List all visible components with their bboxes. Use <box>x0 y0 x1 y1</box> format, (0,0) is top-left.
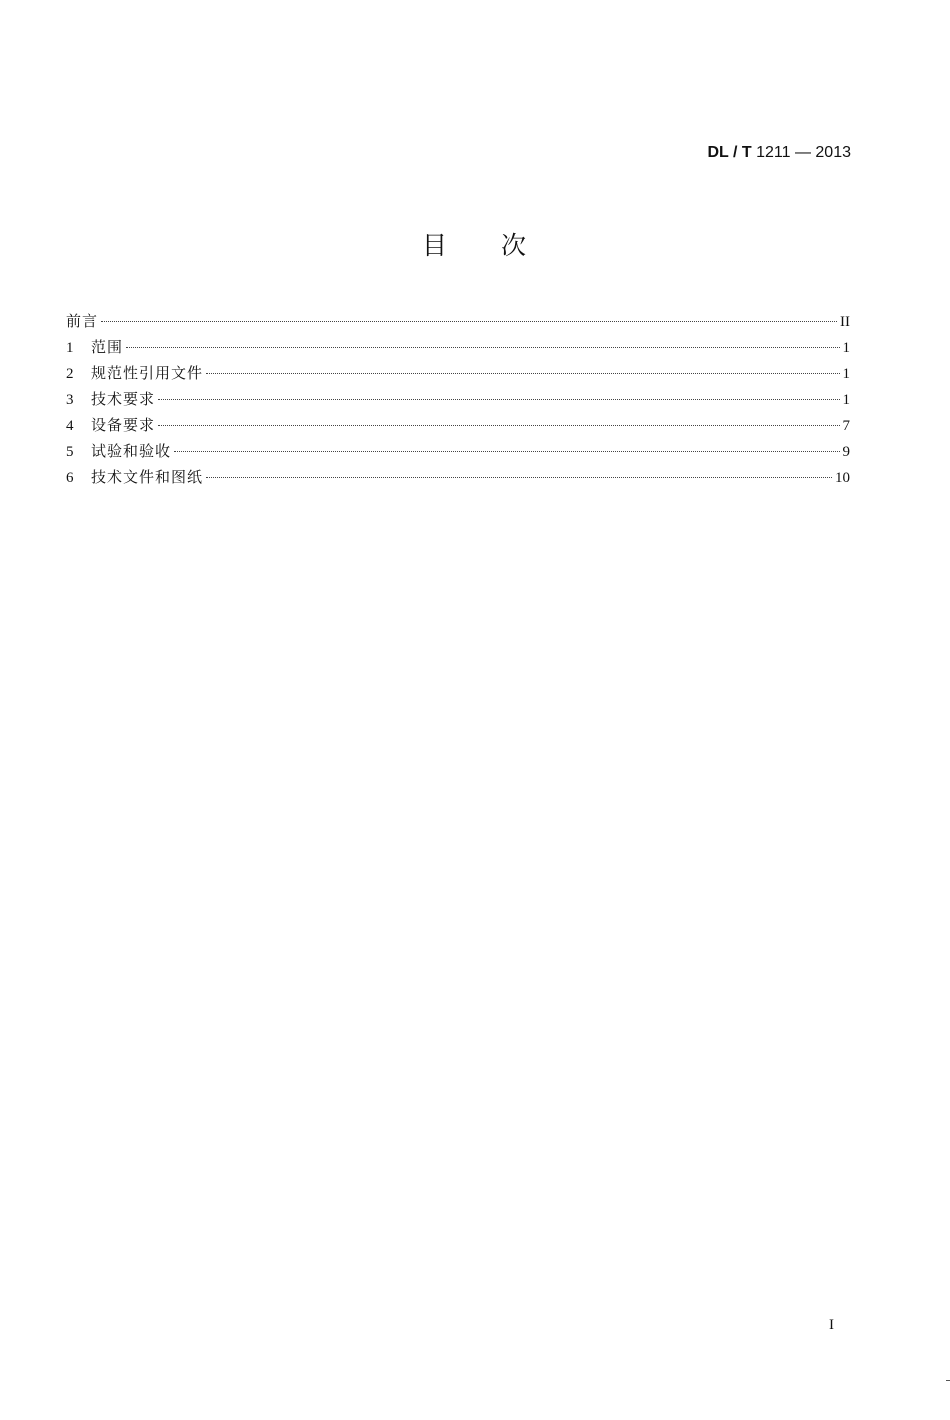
toc-leader-dots <box>206 373 839 374</box>
toc-entry-normative-references[interactable] <box>66 360 850 386</box>
toc-entry-number: 3 <box>66 392 74 408</box>
toc-entry-tests-and-acceptance[interactable] <box>66 438 850 464</box>
toc-entry-page: 1 <box>842 340 850 356</box>
standard-code <box>708 144 852 162</box>
toc-entry-scope[interactable] <box>66 334 850 360</box>
toc-leader-dots <box>206 477 832 478</box>
toc-entry-number: 2 <box>66 366 74 382</box>
table-of-contents <box>66 308 850 490</box>
toc-leader-dots <box>158 399 839 400</box>
toc-leader-dots <box>101 321 837 322</box>
toc-entry-page: 7 <box>842 418 850 434</box>
standard-prefix: DL / T <box>707 144 752 161</box>
toc-entry-technical-requirements[interactable] <box>66 386 850 412</box>
toc-entry-label: 规范性引用文件 <box>91 364 204 382</box>
standard-number: 1211 — 2013 <box>756 144 851 161</box>
toc-entry-label: 范围 <box>91 338 124 356</box>
toc-entry-equipment-requirements[interactable] <box>66 412 850 438</box>
toc-entry-technical-documents[interactable] <box>66 464 850 490</box>
toc-entry-label: 技术要求 <box>91 390 156 408</box>
scan-edge-mark <box>946 1380 950 1381</box>
toc-entry-label: 技术文件和图纸 <box>91 468 204 486</box>
page-number: I <box>829 1317 834 1333</box>
toc-entry-page: II <box>840 314 850 330</box>
toc-entry-number: 6 <box>66 470 74 486</box>
title-char-1: 目 <box>421 231 449 260</box>
toc-entry-number: 1 <box>66 340 74 356</box>
toc-leader-dots <box>126 347 839 348</box>
toc-entry-page: 10 <box>835 470 850 486</box>
toc-entry-page: 1 <box>842 392 850 408</box>
toc-entry-number: 4 <box>66 418 74 434</box>
toc-entry-label: 设备要求 <box>91 416 156 434</box>
toc-leader-dots <box>158 425 839 426</box>
toc-entry-foreword[interactable] <box>66 308 850 334</box>
page-title <box>0 226 950 262</box>
toc-entry-label: 试验和验收 <box>91 442 172 460</box>
toc-entry-page: 1 <box>842 366 850 382</box>
title-char-2: 次 <box>501 231 529 260</box>
toc-entry-page: 9 <box>842 444 850 460</box>
toc-entry-label: 前言 <box>66 312 99 330</box>
toc-entry-number: 5 <box>66 444 74 460</box>
toc-leader-dots <box>174 451 839 452</box>
